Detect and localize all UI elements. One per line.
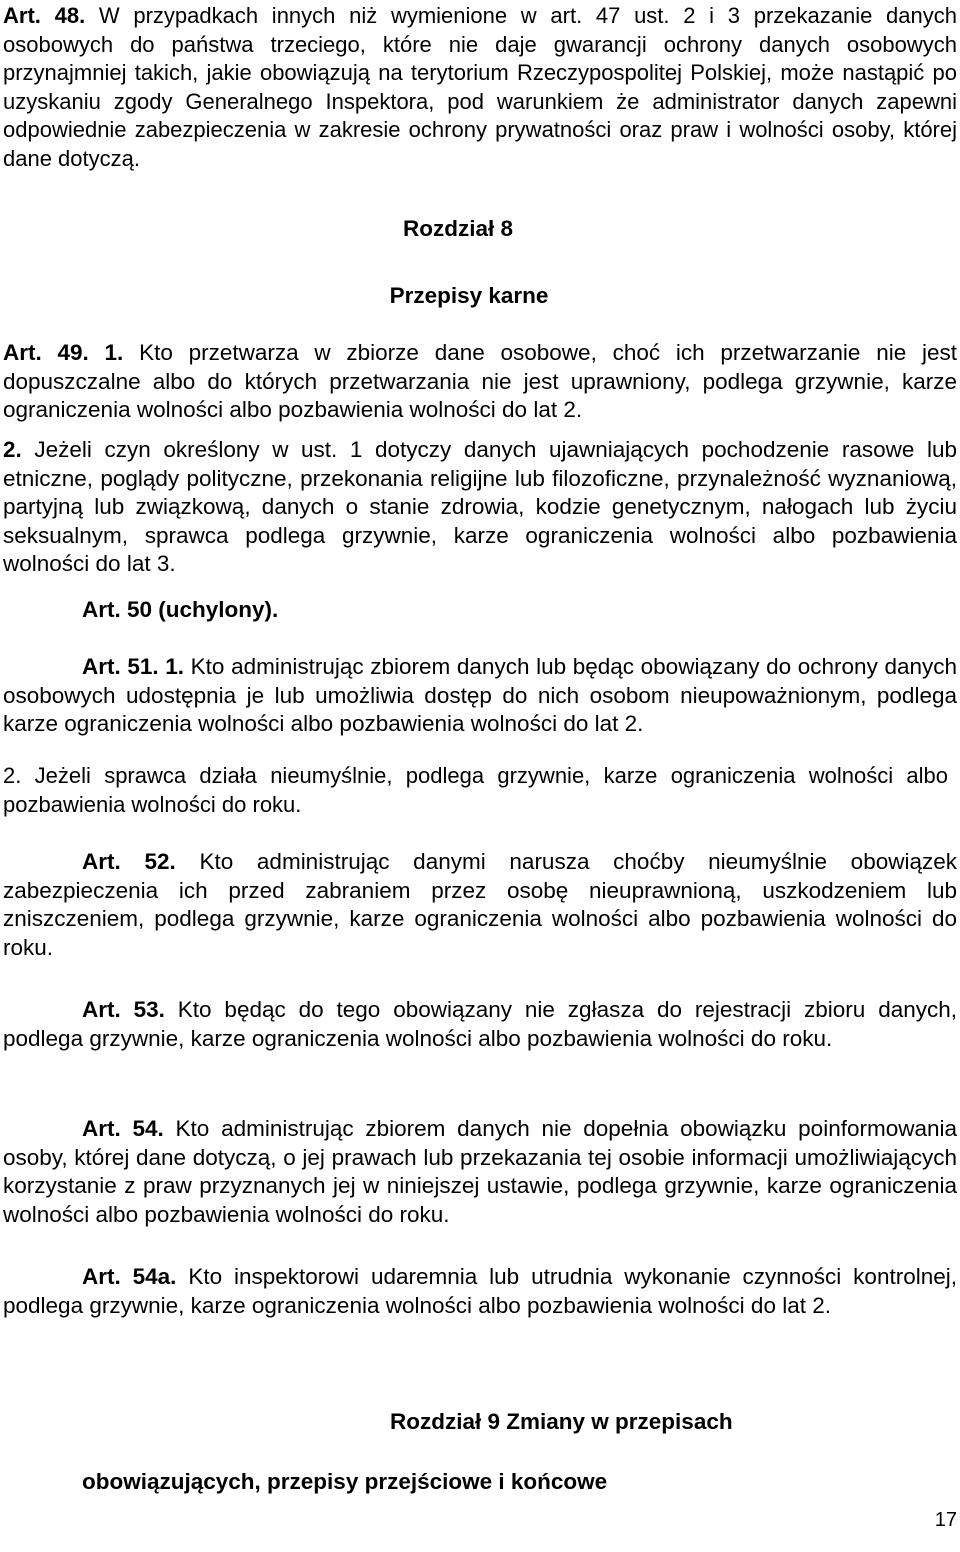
chapter-9-line-1: Rozdział 9 Zmiany w przepisach: [390, 1409, 733, 1434]
article-54: [3, 1115, 957, 1229]
article-48-label: Art. 48.: [3, 3, 86, 28]
article-52: [3, 848, 957, 962]
chapter-9-line-2: obowiązujących, przepisy przejściowe i końcowe: [82, 1469, 608, 1494]
page-number: 17: [934, 1509, 957, 1531]
article-51-par-1: [3, 653, 957, 739]
article-53-text: Kto będąc do tego obowiązany nie zgłasza do rejestracji zbioru danych, podlega grzywnie, karze ograniczenia wolności albo pozbawienia wolności do roku.: [3, 997, 957, 1051]
article-49-par-1: [3, 339, 957, 425]
article-54a-label: Art. 54a.: [82, 1264, 177, 1289]
article-52-label: Art. 52.: [82, 849, 176, 874]
article-49-par-2: [3, 436, 957, 579]
chapter-8-title: Przepisy karne: [389, 283, 549, 308]
chapter-8-number: Rozdział 8: [402, 216, 514, 241]
article-54-label: Art. 54.: [82, 1116, 164, 1141]
article-51-text: Kto administrując zbiorem danych lub będąc obowiązany do ochrony danych osobowych udostępnia je lub umożliwia dostęp do nich osobom nieupoważnionym, podlega karze ograniczenia wolności albo pozbawienia wolności do lat 2.: [3, 654, 957, 736]
article-51-label: Art. 51. 1.: [82, 654, 185, 679]
article-51-par-2: 2. Jeżeli sprawca działa nieumyślnie, podlega grzywnie, karze ograniczenia wolności albo pozbawienia wolności do roku.: [3, 763, 948, 817]
article-54a: [3, 1263, 957, 1320]
article-53-label: Art. 53.: [82, 997, 165, 1022]
article-48: [3, 2, 957, 173]
article-50: Art. 50 (uchylony).: [82, 597, 279, 622]
article-52-text: Kto administrując danymi narusza choćby nieumyślnie obowiązek zabezpieczenia ich przed zabraniem przez osobę nieuprawnioną, uszkodzeniem lub zniszczeniem, podlega grzywnie, karze ograniczenia wolności albo pozbawienia wolności do roku.: [3, 849, 957, 960]
article-48-text: W przypadkach innych niż wymienione w art. 47 ust. 2 i 3 przekazanie danych osobowych do państwa trzeciego, które nie daje gwarancji ochrony danych osobowych przynajmniej takich, jakie obowiązują na terytorium Rzeczypospolitej Polskiej, może nastąpić po uzyskaniu zgody Generalnego Inspektora, pod warunkiem że administrator danych zapewni odpowiednie zabezpieczenia w zakresie ochrony prywatności oraz praw i wolności osoby, której dane dotyczą.: [3, 3, 957, 171]
article-49-text: Kto przetwarza w zbiorze dane osobowe, choć ich przetwarzanie nie jest dopuszczalne albo do których przetwarzania nie jest uprawniony, podlega grzywnie, karze ograniczenia wolności albo pozbawienia wolności do lat 2.: [3, 340, 957, 422]
article-49-par-2-text: Jeżeli czyn określony w ust. 1 dotyczy danych ujawniających pochodzenie rasowe lub etniczne, poglądy polityczne, przekonania religijne lub filozoficzne, przynależność wyznaniową, partyjną lub związkową, danych o stanie zdrowia, kodzie genetycznym, nałogach lub życiu seksualnym, sprawca podlega grzywnie, karze ograniczenia wolności albo pozbawienia wolności do lat 3.: [3, 437, 957, 576]
article-54-text: Kto administrując zbiorem danych nie dopełnia obowiązku poinformowania osoby, której dane dotyczą, o jej prawach lub przekazania tej osobie informacji umożliwiających korzystanie z praw przyznanych jej w niniejszej ustawie, podlega grzywnie, karze ograniczenia wolności albo pozbawienia wolności do roku.: [3, 1116, 958, 1227]
article-49-label: Art. 49. 1.: [3, 340, 124, 365]
article-49-par-2-label: 2.: [3, 437, 22, 462]
article-54a-text: Kto inspektorowi udaremnia lub utrudnia wykonanie czynności kontrolnej, podlega grzywnie, karze ograniczenia wolności albo pozbawienia wolności do lat 2.: [3, 1264, 957, 1318]
article-53: [3, 996, 957, 1053]
